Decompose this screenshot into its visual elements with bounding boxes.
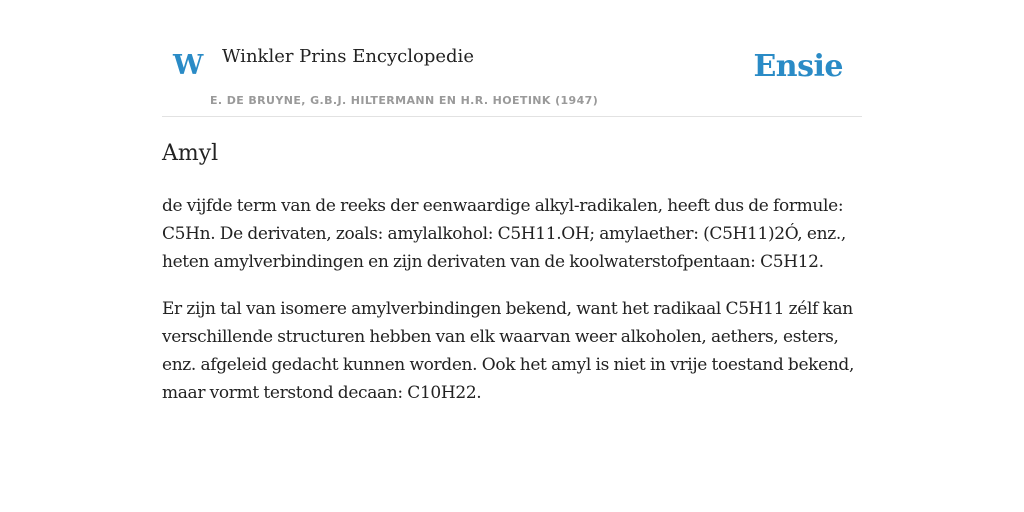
- article-body: [162, 192, 862, 426]
- site-header: [162, 0, 862, 117]
- winkler-prins-logo[interactable]: W: [173, 50, 204, 81]
- article-paragraph: Er zijn tal van isomere amylverbindingen bekend, want het radikaal C5H11 zélf kan verschillende structuren hebben van elk waarvan weer alkoholen, aethers, esters, enz. afgeleid gedacht kunnen worden. Ook het amyl is niet in vrije toestand bekend, maar vormt terstond decaan: C10H22.: [162, 299, 855, 403]
- ensie-logo[interactable]: Ensie: [753, 49, 843, 84]
- source-title[interactable]: Winkler Prins Encyclopedie: [222, 46, 474, 67]
- page-container: [162, 0, 862, 403]
- article-title: Amyl: [162, 141, 219, 166]
- source-authors: E. DE BRUYNE, G.B.J. HILTERMANN EN H.R. HOETINK (1947): [210, 94, 599, 107]
- article-paragraph: de vijfde term van de reeks der eenwaardige alkyl-radikalen, heeft dus de formule: C5Hn. De derivaten, zoals: amylalkohol: C5H11.OH; amylaether: (C5H11)2Ó, enz., heten amylverbindingen en zijn derivaten van de koolwaterstofpentaan: C5H12.: [162, 196, 846, 272]
